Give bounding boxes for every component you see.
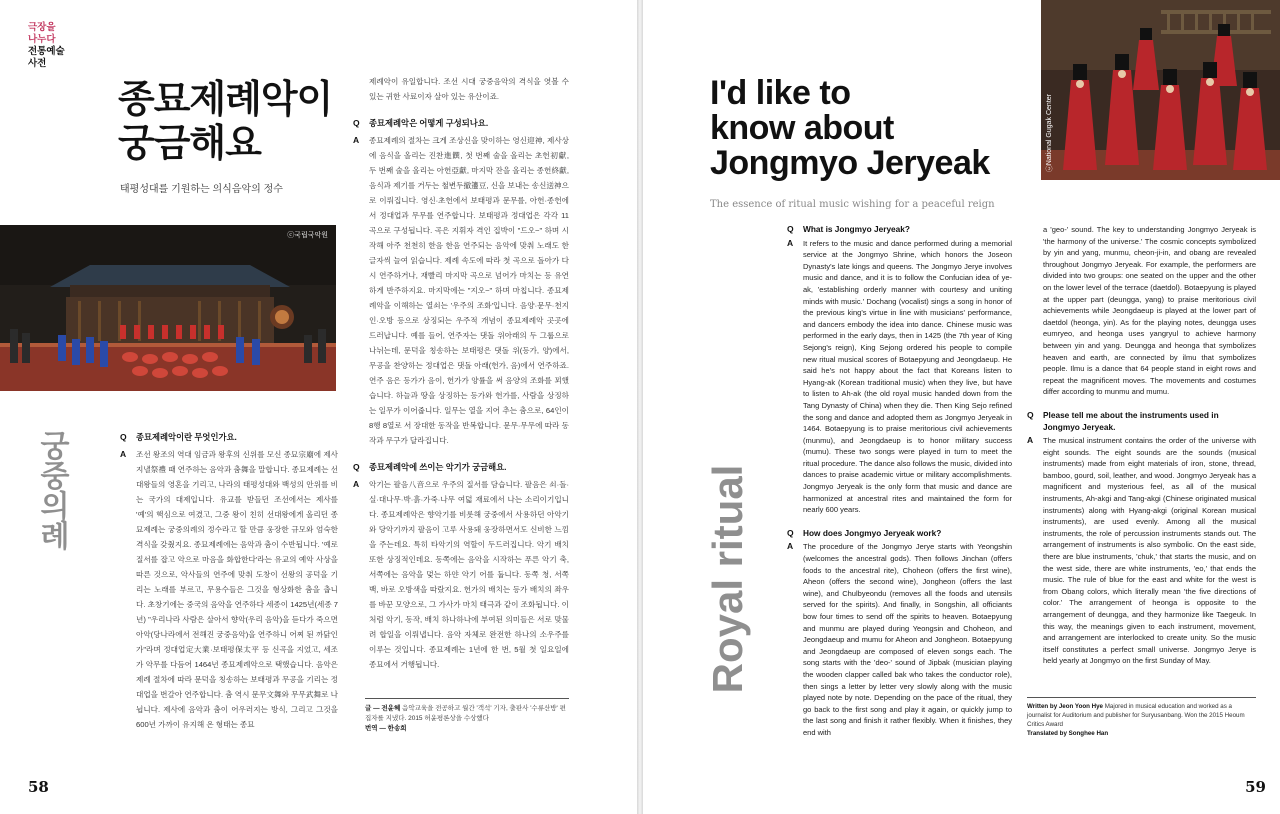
photo-credit: ⓒNational Gugak Center <box>1046 93 1053 172</box>
dancers-illustration <box>1041 0 1280 180</box>
english-title-line2: know about <box>710 109 894 147</box>
answer-text: It refers to the music and dance performed during a memorial service at the Jongmyo Shrine, which honors the Joseon Dynasty's late kings and queens. The Jongmyo Jerye involves music and dance, and it is to follow the Confucian idea of ye-ak, 'establishing orderly manner with courtesy and uniting minds with music.' Dochang (vocalist) sings a song in honor of the previous king's virtue in line with musicians' performance, and dancers embody the idea into dance. Chinese music was performed in the early days, then in 1425 (the 7th year of King Sejong's reign), King Sejong ordered his people to compile new ritual musical scores of Botaepyung and Jeongdaeup. He said he's not happy about the fact that Koreans listen to Hyang-ak (Korean traditional music) when they live, but have to listen to Ah-ak (the old royal music handed down from the Tang Dynasty of China) when they die. Then King Sejo refined the song and dance and adopted them as Jongmyo Jeryeak in 1464. Botaepyung is to praise meritorious civil achievements (munmu), and Jeongdaeup is to honor military success (mumu). These two songs were played in turn to meet the ritual procedure. The dance also follows the music, divided into dances to praise academic virtue or military accomplishments. Jongmyo Jeryeak is the only form that music and dance are harmonized at ancestral rites and maintained the form for nearly 600 years. <box>803 238 1012 515</box>
right-page <box>643 0 1280 814</box>
question-text: How does Jongmyo Jeryeak work? <box>803 527 942 538</box>
question-text: 종묘제례악에 쓰이는 악기가 궁금해요. <box>369 462 507 472</box>
answer-text: The procedure of the Jongmyo Jerye starts with Yeongshin (welcomes the ancestral gods). Then follows Jinchan (offers foods to the ancestral rite), Choheon (offers the first wine), Aheon (offers the second wine), Jongheon (offers the last wine), and Chulbyeondu (removes all the foods and utensils served for the spirits). And finally, in Songshin, all officiants bow four times to send off the spirits to heaven. Botaepyung and munmu are played during Yeongsin and Choheon, and Jeongdaeup and mumu for Aheon and Jongheon. Botaepyung and Jeongdaeup are composed of eleven songs each. The song starts with the 'deo-' sound of Jipbak (musician playing the wooden clapper called bak who takes the conductor role), then sings a letter by letter very slowly along with the music played note by note. Depending on the pace of the ritual, they go back to the first song and play it again, or quickly jump to the last song and finish it rather flexibly. When it finishes, they end with <box>803 542 1012 737</box>
left-page <box>0 0 637 814</box>
continued-paragraph <box>353 74 569 104</box>
question-text: Please tell me about the instruments used in Jongmyo Jeryeak. <box>1043 409 1219 432</box>
author-label: 글 — 전윤혜 <box>365 705 401 712</box>
english-title-line3: Jongmyo Jeryeak <box>710 144 990 182</box>
answer-text: The musical instrument contains the order of the universe with eight sounds. The eight sounds are the sounds (musical instruments) made from eight materials of iron, stone, thread, bamboo, gourd, soil, leather, and wood. Jongmyo Jeryeak has a magnificent and mysterious feel, as all of the musical instruments, Ah-akgi and Tang-akgi (Chinese originated musical instruments) along with Hyang-akgi (original Korean musical instruments), are used evenly. Among all the musical instruments, the role of percussion instruments stands out. The arrangement of instruments is also symbolic. On the east side, there are blue instruments, 'chuk,' that starts the music, and on the west side, there are white instruments, 'eo,' that ends the music. The rule of blue for the east and white for the west is from Obang colors, which literally mean 'the five directions of color.' The arrangement of heonga is opposite to the arrangement of deungga, and they harmonize like Taegeuk. In this way, the meanings given to each instrument, movement, and arrangement are interlocked to create unity. So the music itself constitutes a perfect small universe. Jongmyo Jerye is held yearly at Jongmyo on the first Sunday of May. <box>1043 436 1256 666</box>
author-credit <box>1027 697 1256 738</box>
answer-marker: A <box>787 237 794 248</box>
korean-title <box>118 78 358 166</box>
photo-credit: ⓒ국립국악원 <box>287 232 328 239</box>
vertical-section-label-text: Royal ritual <box>704 464 751 694</box>
translator-label: 번역 — 한송희 <box>365 725 407 732</box>
continued-text: a 'geo-' sound. The key to understanding Jongmyo Jeryeak is 'the harmony of the universe.' The cosmic concepts symbolized by yin and yang, munmu, cheon-ji-in, and obang are revealed throughout Jongmyo Jeryeak. For example, the performers are divided into two groups: one seated on the upper and the other on the lower level of the terrace (daetdol). Botaepyung is played at the upper part (deungga, yang) to praise meritorious civil achievements while Jeongdaeup is played at the lower part of daetdol (heonga, yin). As for the playing notes, deungga uses eumryeo, and heonga uses yangryul to achieve harmony between yin and yang. Deungga and heonga that symbolizes heaven and earth, are connected by ilmu that symbolizes people. Ilmu is a dance that 64 people stand in eight rows and repeat the magnificent moves. The movements and costumes differ according to munmu and mumu. <box>1043 225 1256 397</box>
author-credit <box>365 698 569 734</box>
answer <box>353 477 569 672</box>
performance-illustration <box>0 225 336 391</box>
author-bio: Majored in musical education and worked as a journalist for Auditorium and publisher for Suryusanbang. Won the 2015 Heoum Critics Award <box>1027 703 1245 728</box>
korean-column-1 <box>120 430 338 734</box>
answer-text: 악기는 팔음八音으로 우주의 질서를 담습니다. 팔음은 쇠·돌·실·대나무·박·흙·가죽·나무 여덟 재료에서 나는 소리이기입니다. 종묘제례악은 향악기를 비롯해 궁중에서 사용하던 아악기와 당악기까지 팔음이 고루 사용돼 웅장하면서도 신비한 느낌을 주는데요. 특히 타악기의 역할이 두드러집니다. 악기 배치 또한 상징적인데요. 동쪽에는 음악을 시작하는 푸른 악기 축, 서쪽에는 음악을 멎는 하얀 악기 어를 둡니다. 동쪽 청, 서쪽 백, 바로 오방색을 따랐지요. 헌가의 배치는 등가 배치의 좌우를 바꾼 모양으로, 그 가사가 마치 태극과 같이 조화됩니다. 이처럼 악기, 동작, 배치 하나하나에 부여된 의미들은 서로 맞물려 합일을 이뤄냅니다. 음악 자체로 완전한 하나의 소우주를 이루는 것입니다. 종묘제례는 1년에 한 번, 5월 첫 일요일에 종묘에서 거행됩니다. <box>369 480 569 669</box>
section-tag-line4: 사전 <box>28 58 47 69</box>
answer-marker: A <box>353 479 360 489</box>
english-title <box>710 76 1050 181</box>
answer-marker: A <box>353 135 360 145</box>
answer <box>353 133 569 448</box>
english-column-1 <box>787 224 1012 741</box>
performance-photo <box>0 225 336 391</box>
answer-marker: A <box>1027 435 1034 446</box>
question <box>787 528 1012 540</box>
section-tag-line3: 전통예술 <box>28 46 65 57</box>
page-number: 59 <box>1245 778 1266 796</box>
answer-text: 조선 왕조의 역대 임금과 왕후의 신위를 모신 종묘宗廟에 제사 지낼祭禮 때 연주하는 음악과 춤舞을 말합니다. 종묘제례는 선대왕들의 영혼을 기리고, 나라의 태평성대와 백성의 안위를 비는 국가의 대제입니다. 유교를 받들던 조선에서는 제사를 '예'의 핵심으로 여겼고, 그중 왕이 친히 선대왕에게 올리던 종묘제례는 궁중의례의 정수라고 할 만큼 웅장한 규모와 엄숙한 격식을 갖췄지요. 종묘제례에는 음악과 춤이 수반됩니다. '예로 질서를 잡고 악으로 마음을 화합한다'라는 유교의 예악 사상을 따른 것으로, 악사들의 연주에 맞춰 도창이 선왕의 공덕을 기리는 노래를 부르고, 무용수들은 그것을 형상화한 춤을 춥니다. 초창기에는 중국의 음악을 연주하다 세종이 1425년(세종 7년) "우리나라 사람은 살아서 향악(우리 음악)을 듣다가 죽으면 아악(당나라에서 전해진 궁중음악)을 연주하니 어찌 된 까닭인가"라며 정대업定大業·보태평保太平 등 신곡을 지었고, 세조가 악무를 다듬어 1464년 종묘제례악으로 택했습니다. 음악은 제례 절차에 따라 문덕을 칭송하는 보태평과 무공을 기리는 정대업을 번갈아 연주합니다. 춤 역시 문무文舞와 무무武舞로 나뉩니다. 제사에 음악과 춤이 어우러지는 방식, 그리고 그것을 600년 가까이 유지해 온 형태는 종묘 <box>136 450 338 729</box>
question-marker: Q <box>120 432 127 442</box>
question <box>353 116 569 131</box>
dancers-photo <box>1041 0 1280 180</box>
continued-paragraph <box>1027 224 1256 398</box>
korean-subtitle: 태평성대를 기원하는 의식음악의 정수 <box>120 184 283 195</box>
section-tag-line1: 극장을 <box>28 22 56 33</box>
question <box>353 460 569 475</box>
question-marker: Q <box>353 462 360 472</box>
continued-text: 제례악이 유일합니다. 조선 시대 궁중음악의 격식을 엿볼 수 있는 귀한 사료이자 살아 있는 유산이죠. <box>369 77 569 101</box>
answer <box>1027 435 1256 667</box>
answer <box>787 541 1012 738</box>
question <box>1027 410 1256 433</box>
korean-title-line2: 궁금해요 <box>118 123 261 165</box>
section-tag <box>28 22 65 70</box>
question <box>120 430 338 445</box>
answer <box>120 447 338 732</box>
page-number: 58 <box>28 778 49 796</box>
question-marker: Q <box>353 118 360 128</box>
answer-marker: A <box>120 449 127 459</box>
section-tag-line2: 나누다 <box>28 34 56 45</box>
author-bio: 음악교육을 전공하고 월간 '객석' 기자, 출판사 '수류산방' 편집자를 지냈다. 2015 허윤평론상을 수상했다 <box>365 705 566 722</box>
english-column-2 <box>1027 224 1256 669</box>
question-marker: Q <box>787 527 794 538</box>
korean-column-2 <box>353 74 569 674</box>
english-title-line1: I'd like to <box>710 74 851 112</box>
question-text: What is Jongmyo Jeryeak? <box>803 224 910 234</box>
question-text: 종묘제례악이란 무엇인가요. <box>136 432 237 442</box>
translator-label: Translated by Songhee Han <box>1027 730 1109 737</box>
question <box>787 224 1012 236</box>
question-marker: Q <box>1027 409 1034 420</box>
answer-text: 종묘제례의 절차는 크게 조상신을 맞이하는 영신迎神, 제사상에 음식을 올리는 진찬進饌, 첫 번째 술을 올리는 초헌初獻, 두 번째 술을 올리는 아헌亞獻, 마지막 잔을 올리는 종헌終獻, 음식과 제기를 거두는 철변두撤籩豆, 신을 보내는 송신送神으로 이뤄집니다. 영신·초헌에서 보태평과 문무를, 아헌·종헌에서 정대업과 무무를 연주합니다. 보태평과 정대업은 각각 11곡으로 구성됩니다. 곡은 지휘자 격인 집박이 "드오~" 하며 시작해 아주 천천히 한음 한음 연주되는 음악에 맞춰 노래도 한 글자씩 늘여 읽습니다. 제례 속도에 따라 첫 곡으로 돌아가 다시 연주하거나, 재빨리 마지막 곡으로 넘어가 마치는 등 유연하게 반주하지요. 마지막에는 "지오~" 하며 마칩니다. 종묘제례악을 이해하는 열쇠는 '우주의 조화'입니다. 음양·문무·천지인·오방 등으로 상징되는 우주적 개념이 종묘제례악 곳곳에 드러납니다. 예를 들어, 연주자는 댓돌 위아래의 두 그룹으로 나뉘는데, 문덕을 칭송하는 보태평은 댓돌 위(등가, 양)에서, 무공을 찬양하는 정대업은 댓돌 아래(헌가, 음)에서 연주하죠. 연주 음은 등가가 음이, 헌가가 양률을 써 음양의 조화를 꾀했습니다. 하늘과 땅을 상징하는 등가와 헌가를, 사람을 상징하는 일무가 이어줍니다. 일무는 열을 지어 추는 춤으로, 64인이 8행 8열로 서 장대한 동작을 반복합니다. 문무·무무에 따라 동작과 무구가 달라집니다. <box>369 136 569 445</box>
question-text: 종묘제례악은 어떻게 구성되나요. <box>369 118 489 128</box>
vertical-section-label <box>703 420 753 738</box>
answer <box>787 238 1012 516</box>
question-marker: Q <box>787 224 794 234</box>
author-label: Written by Jeon Yoon Hye <box>1027 703 1103 710</box>
korean-title-line1: 종묘제례악이 <box>118 79 333 121</box>
vertical-section-label: 궁중의례 <box>35 430 68 550</box>
answer-marker: A <box>787 541 794 552</box>
english-subtitle: The essence of ritual music wishing for a peaceful reign <box>710 199 995 210</box>
